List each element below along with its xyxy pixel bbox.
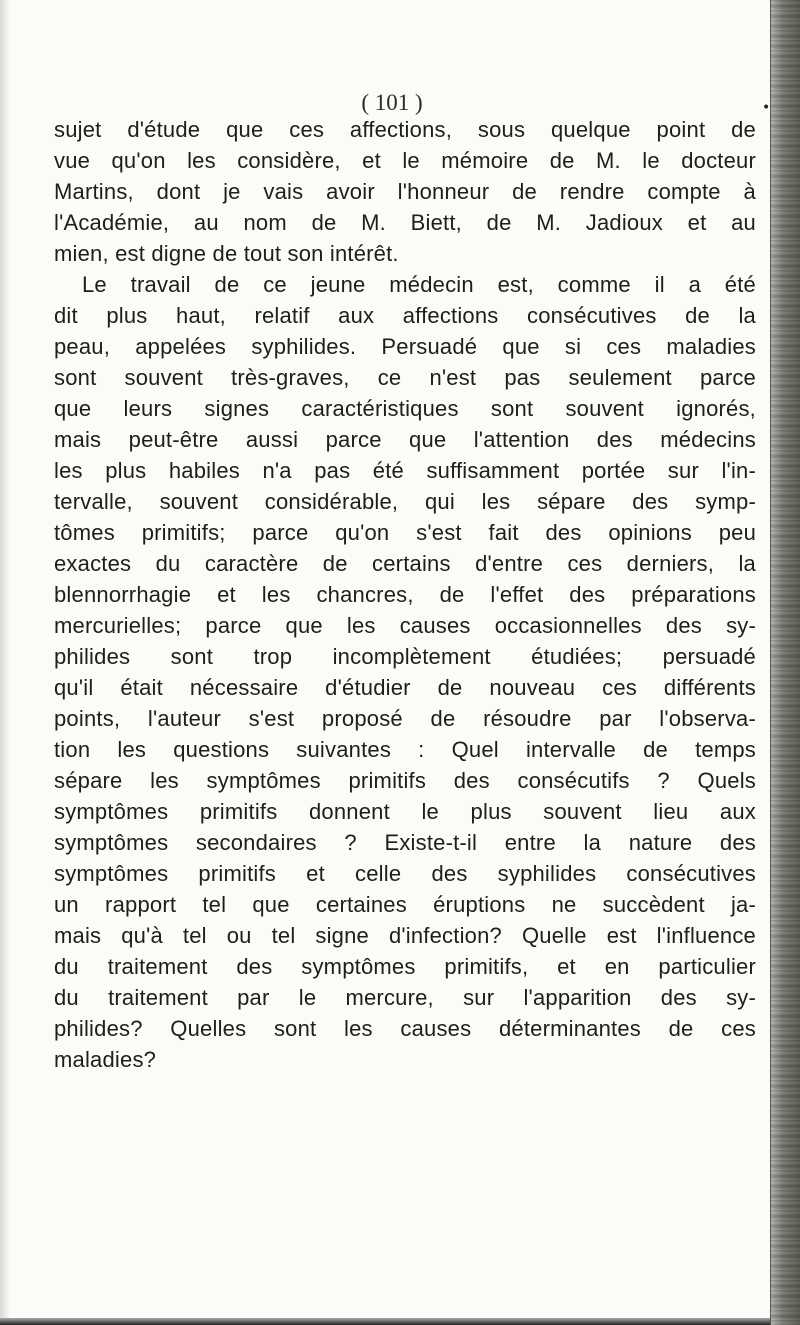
margin-mark: • bbox=[762, 100, 771, 116]
text-line: maladies? bbox=[54, 1047, 157, 1072]
text-line: sujet d'étude que ces affections, sous quelque point de bbox=[54, 117, 756, 142]
text-line: dit plus haut, relatif aux affections consécutives de la bbox=[54, 303, 756, 328]
body-text bbox=[54, 114, 756, 1075]
text-line: du traitement des symptômes primitifs, et en particulier bbox=[54, 954, 756, 979]
text-line: sépare les symptômes primitifs des consécutifs ? Quels bbox=[54, 768, 756, 793]
text-line: qu'il était nécessaire d'étudier de nouveau ces différents bbox=[54, 675, 756, 700]
text-line: vue qu'on les considère, et le mémoire de M. le docteur bbox=[54, 148, 756, 173]
text-line: tion les questions suivantes : Quel intervalle de temps bbox=[54, 737, 756, 762]
text-line: l'Académie, au nom de M. Biett, de M. Jadioux et au bbox=[54, 210, 756, 235]
text-line: symptômes secondaires ? Existe-t-il entre la nature des bbox=[54, 830, 756, 855]
text-line: Le travail de ce jeune médecin est, comme il a été bbox=[82, 272, 756, 297]
page-number: ( 101 ) bbox=[361, 90, 423, 115]
text-line: points, l'auteur s'est proposé de résoudre par l'observa- bbox=[54, 706, 756, 731]
text-line: mais qu'à tel ou tel signe d'infection? Quelle est l'influence bbox=[54, 923, 756, 948]
text-line: Martins, dont je vais avoir l'honneur de rendre compte à bbox=[54, 179, 756, 204]
text-line: les plus habiles n'a pas été suffisamment portée sur l'in- bbox=[54, 458, 756, 483]
text-line: mercurielles; parce que les causes occasionnelles des sy- bbox=[54, 613, 756, 638]
text-line: philides? Quelles sont les causes déterminantes de ces bbox=[54, 1016, 756, 1041]
text-line: blennorrhagie et les chancres, de l'effet des préparations bbox=[54, 582, 756, 607]
text-line: symptômes primitifs donnent le plus souvent lieu aux bbox=[54, 799, 756, 824]
text-line: sont souvent très-graves, ce n'est pas seulement parce bbox=[54, 365, 756, 390]
text-line: que leurs signes caractéristiques sont souvent ignorés, bbox=[54, 396, 756, 421]
page-left-shadow bbox=[0, 0, 10, 1325]
text-line: tervalle, souvent considérable, qui les sépare des symp- bbox=[54, 489, 756, 514]
text-line: mien, est digne de tout son intérêt. bbox=[54, 241, 399, 266]
page-bottom-edge bbox=[0, 1318, 770, 1325]
text-line: mais peut-être aussi parce que l'attention des médecins bbox=[54, 427, 756, 452]
text-line: exactes du caractère de certains d'entre ces derniers, la bbox=[54, 551, 756, 576]
text-line: peau, appelées syphilides. Persuadé que si ces maladies bbox=[54, 334, 756, 359]
text-line: tômes primitifs; parce qu'on s'est fait des opinions peu bbox=[54, 520, 756, 545]
text-line: du traitement par le mercure, sur l'apparition des sy- bbox=[54, 985, 756, 1010]
text-line: symptômes primitifs et celle des syphilides consécutives bbox=[54, 861, 756, 886]
text-line: philides sont trop incomplètement étudiées; persuadé bbox=[54, 644, 756, 669]
text-line: un rapport tel que certaines éruptions ne succèdent ja- bbox=[54, 892, 756, 917]
book-binding-edge bbox=[770, 0, 800, 1325]
